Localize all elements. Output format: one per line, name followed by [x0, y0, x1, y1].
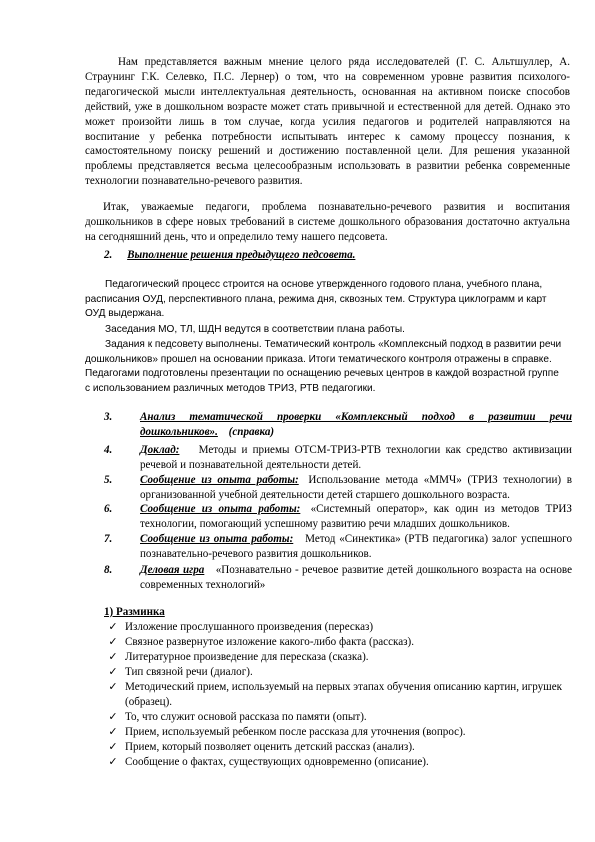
- check-icon: ✓: [108, 726, 118, 738]
- agenda-item-number: 6.: [104, 503, 113, 515]
- agenda-item-text: «Системный оператор», как один из методов ТРИЗ технологии, помогающий успешному развитию речи младших дошкольников.: [140, 503, 572, 530]
- warmup-item: ✓ Прием, который позволяет оценить детский рассказ (анализ).: [106, 740, 576, 755]
- check-icon: ✓: [108, 741, 118, 753]
- agenda-item-6: [104, 502, 572, 532]
- agenda-item-number: 3.: [104, 411, 113, 423]
- warmup-item: ✓ Изложение прослушанного произведения (пересказ): [106, 620, 576, 635]
- agenda-item-title: Деловая игра: [140, 564, 205, 576]
- agenda-item-text: Метод «Синектика» (РТВ педагогика) залог успешного познавательно-речевого развития дошкольников.: [140, 533, 573, 560]
- agenda-item-title: Доклад:: [140, 444, 180, 456]
- section-2-title: Выполнение решения предыдущего педсовета.: [127, 249, 356, 261]
- agenda-item-title: Сообщение из опыта работы:: [140, 533, 294, 545]
- agenda-item-8: [104, 563, 572, 593]
- meetings-paragraph: Заседания МО, ТЛ, ШДН ведутся в соответствии плана работы.: [105, 324, 405, 335]
- process-paragraph: Педагогический процесс строится на основе утвержденного годового плана, учебного плана, расписания ОУД, перспективного плана, режима дня, сквозных тем. Структура циклограмм и карт ОУД выдержана.: [85, 279, 547, 320]
- warmup-heading: 1) Разминка: [104, 606, 165, 618]
- warmup-item: ✓ Связное развернутое изложение какого-либо факта (рассказ).: [106, 635, 576, 650]
- tasks-paragraph: Задания к педсовету выполнены. Тематический контроль «Комплексный подход в развитии речи дошкольников» прошел на основании приказа. Итоги тематического контроля отражены в справке. Педагогами подготовлены презентации по оснащению речевых центров в каждой возрастной группе с использованием различных методов ТРИЗ, РТВ педагогики.: [85, 339, 562, 395]
- agenda-item-number: 7.: [104, 533, 113, 545]
- check-icon: ✓: [108, 711, 118, 723]
- check-icon: ✓: [108, 666, 118, 678]
- agenda-item-title: Сообщение из опыта работы:: [140, 503, 301, 515]
- check-icon: ✓: [108, 651, 118, 663]
- check-icon: ✓: [108, 681, 118, 693]
- agenda-item-number: 4.: [104, 444, 113, 456]
- warmup-item: ✓ То, что служит основой рассказа по памяти (опыт).: [106, 710, 576, 725]
- agenda-item-5: [104, 473, 572, 503]
- agenda-item-7: [104, 532, 572, 562]
- agenda-item-number: 8.: [104, 564, 113, 576]
- warmup-item: ✓ Методический прием, используемый на первых этапах обучения описанию картин, игрушек (образец).: [106, 680, 576, 710]
- agenda-item-3: [104, 410, 572, 440]
- intro-paragraph-1: Нам представляется важным мнение целого ряда исследователей (Г. С. Альтшуллер, А. Страунинг Г.К. Селевко, П.С. Лернер) о том, что на современном уровне развития психолого-педагогической мысли интеллектуальная деятельность, основанная на активном поиске способов действий, уже в дошкольном возрасте может стать привычной и естественной для детей. Однако это может произойти лишь в том случае, когда усилия педагогов и родителей направляются на воспитание у ребенка потребности испытывать интерес к самому процессу познания, к самостоятельному поиску решений и достижению поставленной цели. Для решения указанной проблемы представляется весьма целесообразным использовать в развитии ребенка современные технологии познавательно-речевого развития.: [85, 56, 570, 188]
- warmup-item: ✓ Литературное произведение для пересказа (сказка).: [106, 650, 576, 665]
- agenda-item-text: Использование метода «ММЧ» (ТРИЗ технологии) в организованной учебной деятельности детей старшего дошкольного возраста.: [140, 474, 573, 501]
- section-2-heading: [104, 248, 564, 263]
- check-icon: ✓: [108, 636, 118, 648]
- check-icon: ✓: [108, 756, 118, 768]
- intro-paragraph-2: Итак, уважаемые педагоги, проблема познавательно-речевого развития и воспитания дошкольников в сфере новых требований в системе дошкольного образования достаточно актуальна на сегодняшний день, что и определило тему нашего педсовета.: [85, 201, 570, 243]
- warmup-item: ✓ Сообщение о фактах, существующих одновременно (описание).: [106, 755, 576, 770]
- agenda-item-4: [104, 443, 572, 473]
- agenda-item-number: 5.: [104, 474, 113, 486]
- agenda-item-title: Сообщение из опыта работы:: [140, 474, 299, 486]
- agenda-item-title: Анализ тематической проверки «Комплексный подход в развитии речи дошкольников».: [140, 411, 572, 438]
- agenda-item-text: Методы и приемы ОТСМ-ТРИЗ-РТВ технологии как средство активизации речевой и познавательной деятельности детей.: [140, 444, 572, 471]
- agenda-item-text: «Познавательно - речевое развитие детей дошкольного возраста на основе современных технологий»: [140, 564, 573, 591]
- warmup-item: ✓ Прием, используемый ребенком после рассказа для уточнения (вопрос).: [106, 725, 576, 740]
- check-icon: ✓: [108, 621, 118, 633]
- section-2-number: 2.: [104, 249, 113, 261]
- agenda-item-suffix: (справка): [228, 425, 275, 438]
- warmup-item: ✓ Тип связной речи (диалог).: [106, 665, 576, 680]
